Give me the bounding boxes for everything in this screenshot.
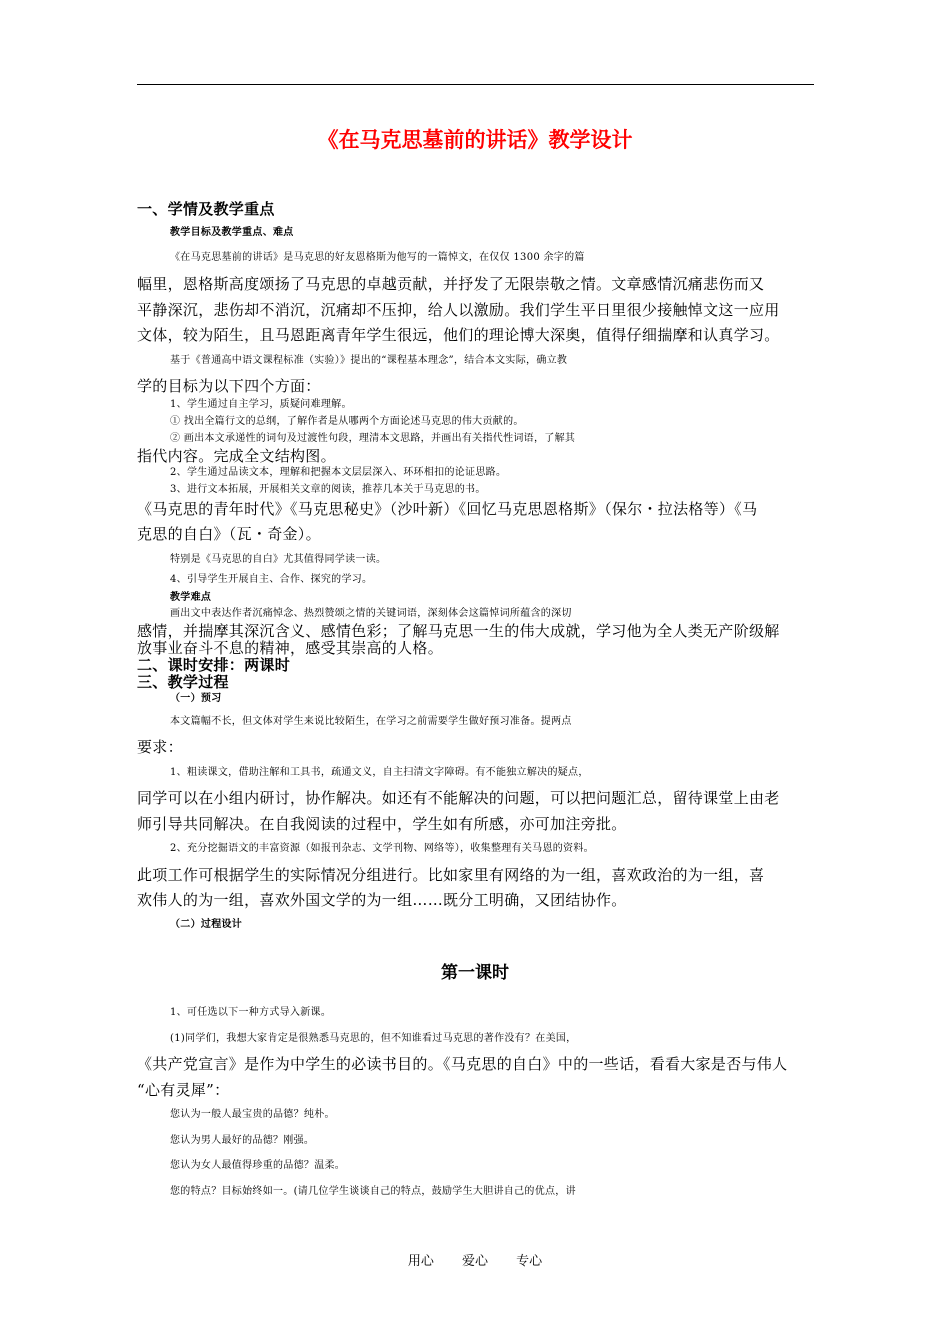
paragraph-line: 幅里，恩格斯高度颂扬了马克思的卓越贡献，并抒发了无限崇敬之情。文章感情沉痛悲伤而又	[137, 275, 765, 293]
section-heading-2: 二、课时安排：两课时	[137, 656, 291, 674]
paragraph-line: 基于《普通高中语文课程标准（实验）》提出的“课程基本理念”，结合本文实际，确立教	[170, 355, 568, 366]
paragraph-line: 2、充分挖掘语文的丰富资源（如报刊杂志、文学刊物、网络等），收集整理有关马恩的资料。	[170, 843, 594, 854]
paragraph-line: 画出文中表达作者沉痛悼念、热烈赞颂之情的关键词语，深刻体会这篇悼词所蕴含的深切	[170, 608, 572, 619]
paragraph-line: 特别是《马克思的自白》尤其值得同学读一读。	[170, 554, 387, 565]
paragraph-line: 指代内容。完成全文结构图。	[137, 447, 336, 465]
paragraph-line: 1、粗读课文，借助注解和工具书，疏通文义，自主扫清文字障碍。有不能独立解决的疑点，	[170, 767, 589, 778]
paragraph-line: 此项工作可根据学生的实际情况分组进行。比如家里有网络的为一组，喜欢政治的为一组，喜	[137, 866, 765, 884]
paragraph-line: 您认为女人最值得珍重的品德？温柔。	[170, 1160, 346, 1171]
paragraph-line: 4、引导学生开展自主、合作、探究的学习。	[170, 574, 373, 585]
paragraph-line: 《马克思的青年时代》《马克思秘史》（沙叶新）《回忆马克思恩格斯》（保尔・拉法格等）《马	[137, 500, 758, 518]
paragraph-line: 您的特点？目标始终如一。(请几位学生谈谈自己的特点，鼓励学生大胆讲自己的优点，讲	[170, 1186, 576, 1197]
paragraph-line: ① 找出全篇行文的总纲，了解作者是从哪两个方面论述马克思的伟大贡献的。	[170, 416, 524, 427]
paragraph-line: 感情，并揣摩其深沉含义、感情色彩；了解马克思一生的伟大成就，学习他为全人类无产阶级解	[137, 622, 780, 640]
paragraph-line: 欢伟人的为一组，喜欢外国文学的为一组……既分工明确，又团结协作。	[137, 891, 627, 909]
paragraph-line: 您认为男人最好的品德？刚强。	[170, 1135, 315, 1146]
section-heading-3: 三、教学过程	[137, 673, 229, 691]
paragraph-line: ② 画出本文承递性的词句及过渡性句段，理清本文思路，并画出有关指代性词语，了解其	[170, 433, 576, 444]
subheading-process: （二）过程设计	[170, 919, 243, 930]
paragraph-line: 平静深沉，悲伤却不消沉，沉痛却不压抑，给人以激励。我们学生平日里很少接触悼文这一应用	[137, 301, 780, 319]
paragraph-line: 文体，较为陌生，且马恩距离青年学生很远，他们的理论博大深奥，值得仔细揣摩和认真学习。	[137, 326, 780, 344]
section-heading-1: 一、学情及教学重点	[137, 200, 275, 218]
page-footer: 用心 爱心 专心	[407, 1254, 543, 1269]
paragraph-line: 学的目标为以下四个方面：	[137, 377, 321, 395]
paragraph-line: 1、可任选以下一种方式导入新课。	[170, 1007, 332, 1018]
paragraph-line: (1)同学们，我想大家肯定是很熟悉马克思的，但不知谁看过马克思的著作没有？在美国，	[170, 1033, 577, 1044]
paragraph-line: 《共产党宣言》是作为中学生的必读书目的。《马克思的自白》中的一些话，看看大家是否与伟人	[137, 1055, 788, 1073]
paragraph-line: 克思的自白》（瓦・奇金）。	[137, 525, 321, 543]
subheading-preview: （一）预习	[170, 693, 222, 704]
paragraph-line: 3、进行文本拓展，开展相关文章的阅读，推荐几本关于马克思的书。	[170, 484, 486, 495]
paragraph-line: 1、学生通过自主学习，质疑问难理解。	[170, 399, 352, 410]
paragraph-line: 《在马克思墓前的讲话》是马克思的好友恩格斯为他写的一篇悼文，在仅仅 1300 余字的篇	[170, 252, 585, 263]
paragraph-line: 师引导共同解决。在自我阅读的过程中，学生如有所感，亦可加注旁批。	[137, 815, 627, 833]
lesson-heading: 第一课时	[441, 963, 509, 983]
paragraph-line: 放事业奋斗不息的精神，感受其崇高的人格。	[137, 639, 444, 657]
paragraph-line: 同学可以在小组内研讨，协作解决。如还有不能解决的问题，可以把问题汇总，留待课堂上由老	[137, 789, 780, 807]
paragraph-line: 2、学生通过品读文本，理解和把握本文层层深入、环环相扣的论证思路。	[170, 467, 507, 478]
header-rule	[137, 84, 814, 85]
paragraph-line: 您认为一般人最宝贵的品德？纯朴。	[170, 1109, 335, 1120]
paragraph-line: 要求：	[137, 738, 183, 756]
paragraph-line: 本文篇幅不长，但文体对学生来说比较陌生，在学习之前需要学生做好预习准备。提两点	[170, 716, 572, 727]
subheading-goals: 教学目标及教学重点、难点	[170, 227, 294, 238]
subheading-difficulty: 教学难点	[170, 592, 212, 603]
paragraph-line: “心有灵犀”：	[137, 1081, 230, 1099]
document-title: 《在马克思墓前的讲话》教学设计	[317, 128, 633, 152]
